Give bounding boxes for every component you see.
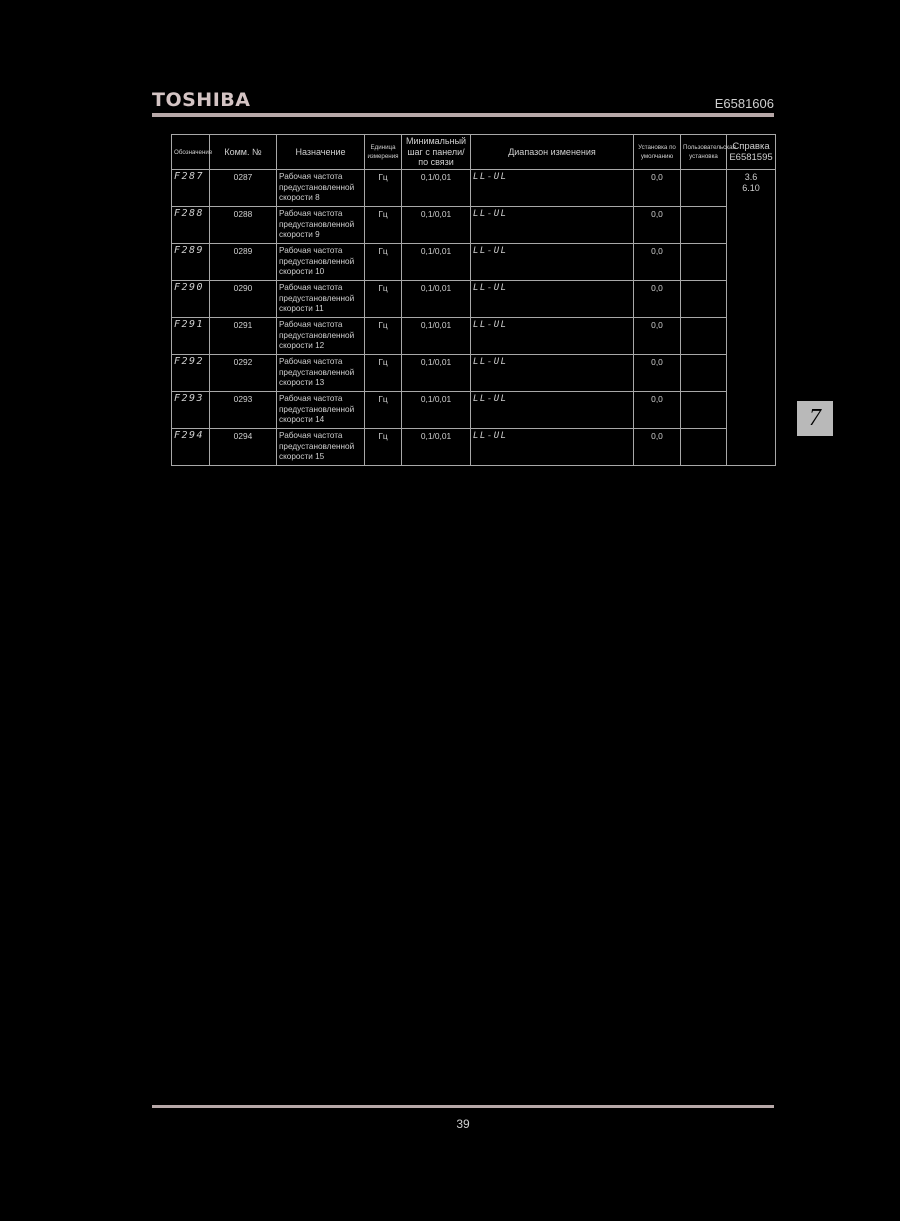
parameter-code: F288 bbox=[172, 207, 210, 244]
function-name: Рабочая частота предустановленной скорости 14 bbox=[277, 392, 365, 429]
table-row bbox=[172, 207, 776, 244]
unit: Гц bbox=[365, 318, 402, 355]
adjustment-range: LL-UL bbox=[471, 392, 634, 429]
footer-divider bbox=[152, 1105, 774, 1108]
user-setting bbox=[681, 244, 727, 281]
function-name: Рабочая частота предустановленной скорости 10 bbox=[277, 244, 365, 281]
comm-number: 0290 bbox=[210, 281, 277, 318]
parameter-code: F287 bbox=[172, 170, 210, 207]
toshiba-logo: TOSHIBA bbox=[152, 89, 251, 111]
table-row bbox=[172, 244, 776, 281]
default-value: 0,0 bbox=[634, 392, 681, 429]
header-default: Установка по умолчанию bbox=[634, 135, 681, 170]
header-reference: Справка E6581595 bbox=[727, 135, 776, 170]
default-value: 0,0 bbox=[634, 244, 681, 281]
function-name: Рабочая частота предустановленной скорости 12 bbox=[277, 318, 365, 355]
table-header-row bbox=[172, 135, 776, 170]
page-number: 39 bbox=[456, 1117, 470, 1131]
parameter-code: F292 bbox=[172, 355, 210, 392]
reference bbox=[727, 170, 776, 466]
unit: Гц bbox=[365, 281, 402, 318]
adjustment-range: LL-UL bbox=[471, 318, 634, 355]
user-setting bbox=[681, 207, 727, 244]
reference-value: 3.6 6.10 bbox=[742, 172, 760, 193]
header-user-setting: Пользовательская установка bbox=[681, 135, 727, 170]
table-row bbox=[172, 170, 776, 207]
function-name: Рабочая частота предустановленной скорости 15 bbox=[277, 429, 365, 466]
min-step: 0,1/0,01 bbox=[402, 207, 471, 244]
header-range: Диапазон изменения bbox=[471, 135, 634, 170]
default-value: 0,0 bbox=[634, 318, 681, 355]
comm-number: 0291 bbox=[210, 318, 277, 355]
header-title: Обозначение bbox=[172, 135, 210, 170]
header-unit: Единица измерения bbox=[365, 135, 402, 170]
default-value: 0,0 bbox=[634, 207, 681, 244]
user-setting bbox=[681, 318, 727, 355]
min-step: 0,1/0,01 bbox=[402, 392, 471, 429]
default-value: 0,0 bbox=[634, 429, 681, 466]
min-step: 0,1/0,01 bbox=[402, 355, 471, 392]
header-function: Назначение bbox=[277, 135, 365, 170]
adjustment-range: LL-UL bbox=[471, 207, 634, 244]
unit: Гц bbox=[365, 392, 402, 429]
adjustment-range: LL-UL bbox=[471, 170, 634, 207]
user-setting bbox=[681, 355, 727, 392]
table-row bbox=[172, 355, 776, 392]
function-name: Рабочая частота предустановленной скорости 11 bbox=[277, 281, 365, 318]
header-divider bbox=[152, 113, 774, 117]
adjustment-range: LL-UL bbox=[471, 244, 634, 281]
comm-number: 0289 bbox=[210, 244, 277, 281]
parameter-code: F294 bbox=[172, 429, 210, 466]
user-setting bbox=[681, 392, 727, 429]
function-name: Рабочая частота предустановленной скорости 9 bbox=[277, 207, 365, 244]
unit: Гц bbox=[365, 429, 402, 466]
table-row bbox=[172, 318, 776, 355]
comm-number: 0292 bbox=[210, 355, 277, 392]
default-value: 0,0 bbox=[634, 170, 681, 207]
header-comm-no: Комм. № bbox=[210, 135, 277, 170]
unit: Гц bbox=[365, 207, 402, 244]
adjustment-range: LL-UL bbox=[471, 281, 634, 318]
default-value: 0,0 bbox=[634, 281, 681, 318]
chapter-tab: 7 bbox=[797, 401, 833, 436]
min-step: 0,1/0,01 bbox=[402, 170, 471, 207]
min-step: 0,1/0,01 bbox=[402, 318, 471, 355]
parameter-code: F290 bbox=[172, 281, 210, 318]
comm-number: 0287 bbox=[210, 170, 277, 207]
parameter-code: F293 bbox=[172, 392, 210, 429]
unit: Гц bbox=[365, 355, 402, 392]
comm-number: 0288 bbox=[210, 207, 277, 244]
document-number: E6581606 bbox=[714, 96, 774, 111]
min-step: 0,1/0,01 bbox=[402, 429, 471, 466]
min-step: 0,1/0,01 bbox=[402, 281, 471, 318]
header-min-step: Минимальный шаг с панели/ по связи bbox=[402, 135, 471, 170]
min-step: 0,1/0,01 bbox=[402, 244, 471, 281]
function-name: Рабочая частота предустановленной скорости 13 bbox=[277, 355, 365, 392]
table-row bbox=[172, 281, 776, 318]
user-setting bbox=[681, 170, 727, 207]
user-setting bbox=[681, 429, 727, 466]
unit: Гц bbox=[365, 244, 402, 281]
user-setting bbox=[681, 281, 727, 318]
comm-number: 0293 bbox=[210, 392, 277, 429]
unit: Гц bbox=[365, 170, 402, 207]
adjustment-range: LL-UL bbox=[471, 355, 634, 392]
parameter-table bbox=[171, 134, 776, 466]
default-value: 0,0 bbox=[634, 355, 681, 392]
table-row bbox=[172, 392, 776, 429]
comm-number: 0294 bbox=[210, 429, 277, 466]
adjustment-range: LL-UL bbox=[471, 429, 634, 466]
function-name: Рабочая частота предустановленной скорости 8 bbox=[277, 170, 365, 207]
parameter-code: F291 bbox=[172, 318, 210, 355]
table-row bbox=[172, 429, 776, 466]
parameter-code: F289 bbox=[172, 244, 210, 281]
